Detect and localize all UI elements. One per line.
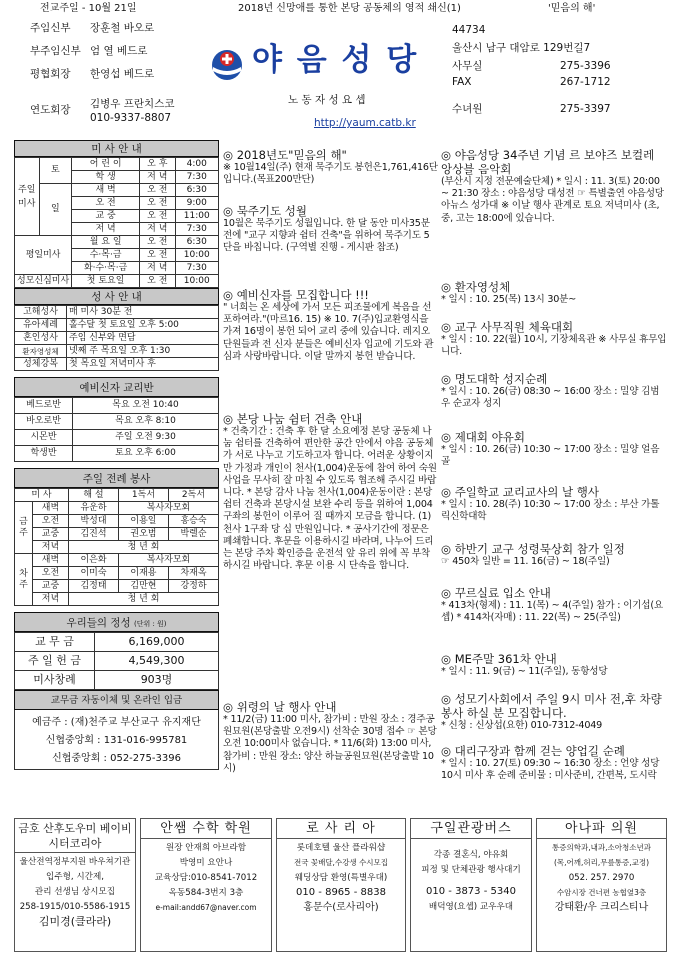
bank-account: 신협중앙회 : 052-275-3396 (52, 753, 181, 764)
class-name: 시몬반 (15, 430, 73, 446)
sacrament-name: 혼인성사 (15, 332, 67, 345)
nunnery-phone: 275-3397 (560, 103, 611, 115)
sacrament-title: 성 사 안 내 (14, 288, 219, 305)
mass-period: 오 전 (140, 236, 175, 249)
ad-line: 052. 257. 2970 (568, 873, 635, 883)
notice-body: " 너희는 온 세상에 가서 모든 피조물에게 복음을 선포하여라."(마르16. 15) ※ 10. 7(주)입교환영식을 가져 16명이 봉헌 되어 교리 중에 있습니다. 레지오 단원들과 전 신자 분들은 예비신자 입교에 기도와 관심과 사랑바랍니다. 이달 말까지 봉헌 받습니다. (223, 302, 434, 362)
mass-period: 저 녁 (140, 171, 175, 184)
notice (441, 744, 667, 782)
mass-slot: 저녁 (33, 541, 69, 554)
ad-line: e-mail:andd67@naver.com (155, 903, 257, 912)
catechism-title: 예비신자 교리반 (14, 377, 219, 397)
ad-line: 010 - 8965 - 8838 (296, 887, 386, 898)
clergy-role: 부주임신부 (30, 45, 81, 57)
office-phone: 275-3396 (560, 60, 611, 72)
fax-number: 267-1712 (560, 76, 611, 88)
depositor: 예금주 : (재)천주교 부산교구 유지재단 (32, 717, 201, 728)
offering-title-text: 우리들의 정성 (66, 617, 131, 629)
ad-line: 김미경(클라라) (38, 915, 112, 928)
ad-line: 010 - 3873 - 5340 (426, 886, 516, 897)
ad-title: 구일관광버스 (411, 819, 531, 839)
office-label: 사무실 (452, 60, 483, 72)
church-subtitle: 노 동 자 성 요 셉 (288, 94, 366, 106)
clergy-role: 연도회장 (30, 104, 71, 116)
sacrament-name: 유아세례 (15, 319, 67, 332)
mass-time: 7:30 (175, 171, 218, 184)
clergy-name: 김병우 프란치스코 (90, 98, 175, 110)
sunday-label: 일 (39, 184, 72, 236)
notice-body: * 일시 : 11. 9(금) ~ 11(주일), 동항성당 (441, 666, 608, 677)
mass-period: 저 녁 (140, 262, 175, 275)
mass-slot: 오전 (33, 515, 69, 528)
mass-period: 오 전 (140, 197, 175, 210)
mass-time: 6:30 (175, 184, 218, 197)
mass-name: 화·수·목·금 (72, 262, 140, 275)
notice-title: ◎ 꾸르실료 입소 안내 (441, 586, 551, 600)
class-time: 목요 오전 10:40 (73, 398, 219, 414)
address: 울산시 남구 대암로 129번길7 (452, 42, 591, 54)
mass-period: 오 전 (140, 210, 175, 223)
sacrament-info: 넷째 주 목요일 오후 1:30 (67, 345, 219, 358)
sacrament-name: 고해성사 (15, 306, 67, 319)
mass-slot: 교중 (33, 580, 69, 593)
mass-slot: 교중 (33, 528, 69, 541)
weekday-mass-label: 평일미사 (15, 236, 72, 275)
notice (441, 586, 667, 624)
cross-logo-icon (210, 48, 244, 82)
clergy-phone: 010-9337-8807 (90, 112, 172, 124)
service-head: 2독서 (168, 489, 218, 502)
ad-line: 전국 꽃배달,수강생 수시모집 (293, 858, 389, 867)
notice (223, 148, 438, 186)
reader: 홍승숙 (168, 515, 218, 528)
sacrament-info: 첫 목요일 저녁미사 후 (67, 358, 219, 371)
ad-box (536, 818, 667, 952)
offering-unit: (단위 : 원) (133, 620, 167, 628)
holy-mass-label: 성모신심미사 (15, 275, 72, 288)
notice (441, 485, 667, 523)
ad-line: 배덕영(요셉) 교우우대 (428, 902, 514, 912)
sacrament-table (14, 305, 219, 371)
ad-title: 아나파 의원 (537, 819, 666, 839)
mass-time: 7:30 (175, 262, 218, 275)
ad-line: 입주형, 시간제, (45, 872, 104, 882)
notice (441, 692, 667, 732)
notice-body: * 신청 : 신상섭(요한) 010-7312-4049 (441, 720, 603, 731)
header (30, 20, 660, 138)
commentator: 김진석 (69, 528, 119, 541)
mass-name: 월 요 일 (72, 236, 140, 249)
reader: 이용일 (118, 515, 168, 528)
notice (223, 288, 438, 363)
notice-title: ◎ 야음성당 34주년 기념 르 보야즈 보컬레 앙상블 음악회 (441, 148, 655, 176)
mass-time: 10:00 (175, 249, 218, 262)
bank-account: 신협중앙회 : 131-016-995781 (45, 735, 188, 746)
ad-box (14, 818, 136, 952)
commentator: 김정태 (69, 580, 119, 593)
mass-period: 저 녁 (140, 223, 175, 236)
next-week-label: 차 주 (15, 554, 33, 606)
reader: 박렐순 (168, 528, 218, 541)
sacrament-name: 환자영성체 (15, 345, 67, 358)
clergy-name: 엄 열 베드로 (90, 45, 148, 57)
zip-code: 44734 (452, 24, 486, 36)
sacrament-info: 홀수달 첫 토요일 오후 5:00 (67, 319, 219, 332)
ad-box (140, 818, 272, 952)
notice (441, 148, 667, 225)
notice-title: ◎ 대리구장과 함께 걷는 양업길 순례 (441, 744, 625, 758)
notice-body: * 일시 : 10. 28(주) 10:30 ~ 17:00 장소 : 부산 가톨릭신학대학 (441, 499, 660, 523)
reader: 이재용 (118, 567, 168, 580)
class-name: 학생반 (15, 446, 73, 462)
mass-name: 저 녁 (72, 223, 140, 236)
notice-title: ◎ 제대회 야유회 (441, 430, 525, 444)
issue-date: 전교주일 - 10월 21일 (40, 3, 137, 14)
notice-title: ◎ 본당 나눔 쉼터 건축 안내 (223, 412, 363, 426)
reader: 복사자모회 (118, 554, 218, 567)
reader: 김만현 (118, 580, 168, 593)
notice-title: ◎ 환자영성체 (441, 280, 511, 294)
offering-label: 미사창례 (15, 671, 95, 690)
catechism-table (14, 397, 219, 462)
notice-body: * 일시 : 10. 25(목) 13시 30분~ (441, 294, 577, 305)
notice (441, 320, 667, 358)
ad-line: 롯데호텔 울산 플라워샵 (296, 843, 386, 853)
ad-title: 로 사 리 아 (277, 819, 405, 839)
commentator: 유운하 (69, 502, 119, 515)
ad-line: 피정 및 단체관광 행사대기 (421, 865, 521, 875)
mass-time: 11:00 (175, 210, 218, 223)
notice-body: * 건축기간 : 건축 후 한 달 소요예정 본당 공동체 나눔 쉼터를 건축하여 편안한 공간 안에서 야음 공동체가 서로 나누고 기도하고자 합니다. 어려운 상황이지만 가정과 개인이 천사(1,004)운동에 참여 하여 숙원사업을 무사히 잘 마칠 수 있도록 협조해 주시길 바랍니다. * 본당 감사 나눔 천사(1,004)운동이란 : 본당 쉼터 건축과 본당시설 보완 수리 등을 위하여 1,004구좌의 봉헌이 이루어 질 때까지 모금을 합니다. (1)천사 1구좌 당 십 만원입니다. * 공사기간에 정문은 폐쇄합니다. 후문을 이용하시길 바라며, 나누어 드리는 본당 주차 확인증을 운전석 앞 유리 위에 꼭 부착하시길 바랍니다. 후문 이용 시 단속을 합니다. (223, 426, 437, 572)
service-title: 주일 전례 봉사 (14, 468, 219, 488)
reader: 복사자모회 (118, 502, 218, 515)
ad-line: 수암시장 건너편 농협옆3층 (556, 888, 647, 897)
ad-line: 관리 선생님 상시모집 (34, 887, 116, 897)
offering-value: 903명 (95, 671, 219, 690)
mass-time: 7:30 (175, 223, 218, 236)
mass-slot: 새벽 (33, 554, 69, 567)
mass-name: 새 벽 (72, 184, 140, 197)
ad-line: (목,어깨,허리,무릎통증,교정) (553, 858, 650, 867)
reader: 권오범 (118, 528, 168, 541)
notice-body: * 일시 : 10. 26(금) 10:30 ~ 17:00 장소 : 밀양 얼음골 (441, 444, 660, 468)
reader: 강정하 (168, 580, 218, 593)
offering-value: 6,169,000 (95, 633, 219, 652)
offering-value: 4,549,300 (95, 652, 219, 671)
mass-time: 10:00 (175, 275, 218, 288)
mass-name: 교 중 (72, 210, 140, 223)
class-time: 주일 오전 9:30 (73, 430, 219, 446)
right-column (441, 140, 667, 795)
commentator: 이미숙 (69, 567, 119, 580)
mass-time: 9:00 (175, 197, 218, 210)
youth-group: 청 년 회 (69, 593, 219, 606)
commentator: 이은화 (69, 554, 119, 567)
reader: 차재옥 (168, 567, 218, 580)
mass-time: 4:00 (175, 158, 218, 171)
sacrament-info: 주임 신부와 면담 (67, 332, 219, 345)
mass-title: 미 사 안 내 (14, 140, 219, 157)
notice-body: * 일시 : 10. 27(토) 09:30 ~ 16:30 장소 : 언양 성당 10시 미사 후 순례 준비물 : 미사준비, 간편복, 도시락 (441, 758, 660, 782)
notice (223, 700, 438, 775)
ad-line: 울산전역정부지원 바우쳐기관 (19, 857, 131, 867)
notice (223, 412, 438, 572)
commentator: 박성대 (69, 515, 119, 528)
bank-title: 교무금 자동이체 및 온라인 입금 (14, 690, 219, 710)
notice-title: ◎ 주일학교 교리교사의 날 행사 (441, 485, 599, 499)
notice (441, 280, 667, 306)
clergy-role: 주임신부 (30, 22, 71, 34)
notice (441, 542, 667, 568)
notice-title: ◎ 교구 사무직원 체육대회 (441, 320, 574, 334)
youth-group: 청 년 회 (69, 541, 219, 554)
nunnery-label: 수녀원 (452, 103, 483, 115)
notice-body: ※ 10월14일(주) 현재 묵주기도 봉헌은1,761,416단입니다.(목표200만단) (223, 162, 438, 186)
ad-box (410, 818, 532, 952)
notice-title: ◎ ME주말 361차 안내 (441, 652, 557, 666)
mass-name: 어 린 이 (72, 158, 140, 171)
class-time: 토요 오후 6:00 (73, 446, 219, 462)
mass-name: 수·목·금 (72, 249, 140, 262)
notice (441, 372, 667, 410)
notice-body: (부산시 지정 전문예술단체) * 일시 : 11. 3(토) 20:00 ~ 21:30 장소 : 야음성당 대성전 ☞ 특별출연 야음성당 아뉴스 성가대 ※ 이날 행사 관계로 토요 저녁미사 (초, 중, 고는 18:00에 있습니다. (441, 176, 664, 224)
ad-line: 원장 안재희 아브라함 (165, 843, 247, 853)
notice-body: * 일시 : 10. 26(금) 08:30 ~ 16:00 장소 : 밀양 김범우 순교자 성지 (441, 386, 660, 410)
offering-table (14, 632, 219, 690)
website-link[interactable]: http://yaum.catb.kr (314, 117, 416, 129)
mass-period: 오 전 (140, 184, 175, 197)
clergy-role: 평협회장 (30, 68, 71, 80)
mass-slot: 새벽 (33, 502, 69, 515)
mass-period: 오 전 (140, 275, 175, 288)
mass-table (14, 157, 219, 288)
clergy-name: 한영섭 베드로 (90, 68, 155, 80)
notice-title: ◎ 묵주기도 성월 (223, 204, 307, 218)
offering-label: 주 일 헌 금 (15, 652, 95, 671)
ad-line: 교육상담:010-8541-7012 (154, 873, 258, 883)
notice (223, 204, 438, 255)
ad-title: 안쌤 수학 학원 (141, 819, 271, 839)
sacrament-info: 매 미사 30분 전 (67, 306, 219, 319)
ad-line: 홍문수(로사리아) (303, 902, 379, 913)
ad-line: 강태환/우 크리스티나 (554, 902, 649, 913)
notice-title: ◎ 하반기 교구 성령묵상회 참가 일정 (441, 542, 625, 556)
class-name: 베드로반 (15, 398, 73, 414)
mass-name: 학 생 (72, 171, 140, 184)
notice-body: 10월은 묵주기도 성월입니다. 한 달 동안 미사35분전에 "교구 지향과 쉼터 건축"을 위하여 묵주기도 5단을 바칩니다. (구역별 진행 - 게시판 참조) (223, 218, 430, 254)
fax-label: FAX (452, 76, 472, 88)
bank-box (14, 710, 219, 770)
footer-ads (14, 818, 667, 952)
notice-body: ☞ 450차 일반 = 11. 16(금) ~ 18(주일) (441, 556, 610, 567)
notice-title: ◎ 성모기사회에서 주일 9시 미사 전,후 차량봉사 하실 분 모집합니다. (441, 692, 662, 720)
ad-box (276, 818, 406, 952)
issue-theme: 2018년 신망애를 통한 본당 공동체의 영적 쇄신(1) (238, 3, 461, 14)
service-head: 1독서 (118, 489, 168, 502)
this-week-label: 금 주 (15, 502, 33, 554)
mass-slot: 오전 (33, 567, 69, 580)
mass-period: 오 전 (140, 249, 175, 262)
sunday-mass-label: 주일미사 (15, 158, 40, 236)
service-table (14, 488, 219, 606)
notice-title: ◎ 2018년도"믿음의 해" (223, 148, 347, 162)
offering-title (14, 612, 219, 632)
year-theme: '믿음의 해' (548, 3, 596, 14)
ad-line: 웨딩상담 환영(특별우대) (294, 873, 388, 883)
ad-title: 금호 산후도우미 베이비시터코리아 (15, 819, 135, 853)
notice (441, 652, 667, 678)
mass-name: 첫 토요일 (72, 275, 140, 288)
service-head: 미 사 (15, 489, 69, 502)
notice-title: ◎ 예비신자를 모집합니다 !!! (223, 288, 369, 302)
mass-name: 오 전 (72, 197, 140, 210)
mass-period: 오 후 (140, 158, 175, 171)
notice-title: ◎ 위령의 날 행사 안내 (223, 700, 337, 714)
sacrament-name: 성체강복 (15, 358, 67, 371)
class-name: 바오로반 (15, 414, 73, 430)
notice-body: * 413차(형제) : 11. 1(목) ~ 4(주일) 참가 : 이기섭(요셉) * 414차(자매) : 11. 22(목) ~ 25(주일) (441, 600, 663, 624)
class-time: 목요 오후 8:10 (73, 414, 219, 430)
clergy-name: 장훈철 바오로 (90, 22, 155, 34)
ad-line: 박영미 요안나 (179, 858, 233, 868)
notice-body: * 11/2(금) 11:00 미사, 참가비 : 만원 장소 : 경주공원묘원(본당출발 오전9시) 선착순 30명 접수 ☞ 본당 오전 10:00미사 없습니다. * 11/6(화) 13:00 미사, 참가비 : 만원 장소: 양산 하늘공원묘원(본당출발 10시) (223, 714, 437, 774)
mass-slot: 저녁 (33, 593, 69, 606)
ad-line: 258-1915/010-5586-1915 (19, 902, 131, 912)
ad-line: 옥동584-3번지 3층 (168, 888, 244, 898)
mass-time: 6:30 (175, 236, 218, 249)
left-column (14, 140, 219, 792)
ad-line: 통증의학과,내과,소아청소년과 (552, 843, 651, 852)
offering-label: 교 무 금 (15, 633, 95, 652)
saturday-label: 토 (39, 158, 72, 184)
ad-line: 각종 결혼식, 야유회 (433, 850, 509, 860)
service-head: 해 설 (69, 489, 119, 502)
top-bar (0, 0, 679, 16)
church-title: 야 음 성 당 (252, 42, 419, 78)
notice-title: ◎ 명도대학 성지순례 (441, 372, 548, 386)
notice-body: * 일시 : 10. 22(월) 10시, 기장체육관 ※ 사무실 휴무입니다. (441, 334, 667, 358)
notice (441, 430, 667, 468)
middle-column (223, 140, 438, 795)
